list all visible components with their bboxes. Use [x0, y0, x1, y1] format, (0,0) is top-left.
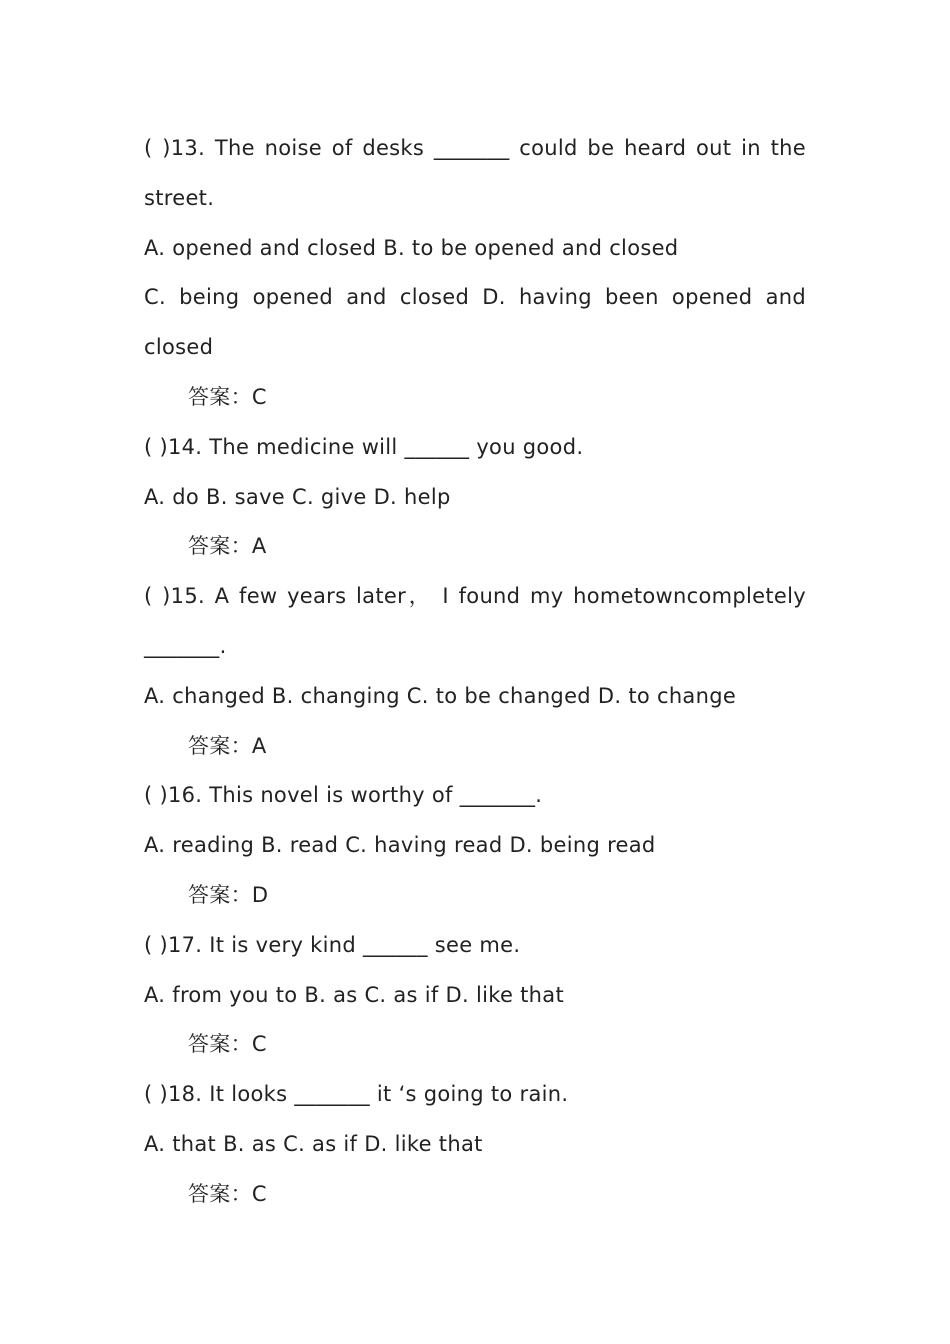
question-stem: ( )17. It is very kind ______ see me.: [144, 932, 521, 957]
question-14: [144, 423, 806, 572]
question-18: [144, 1070, 806, 1219]
question-options: A. changed B. changing C. to be changed D. to change: [144, 683, 737, 708]
document-page: [144, 124, 806, 1220]
question-stem: ( )14. The medicine will ______ you good.: [144, 434, 584, 459]
question-answer: 答案：C: [188, 384, 267, 409]
question-answer: 答案：A: [188, 733, 267, 758]
question-options: A. from you to B. as C. as if D. like that: [144, 982, 564, 1007]
question-answer: 答案：A: [188, 534, 267, 559]
question-stem-continued: _______.: [144, 633, 227, 658]
question-options: A. opened and closed B. to be opened and closed: [144, 235, 679, 260]
question-stem: ( )16. This novel is worthy of _______.: [144, 783, 543, 808]
question-answer: 答案：C: [188, 1181, 267, 1206]
question-13: [144, 124, 806, 423]
question-options: A. do B. save C. give D. help: [144, 484, 451, 509]
question-17: [144, 921, 806, 1070]
question-16: [144, 771, 806, 920]
question-stem-continued: street.: [144, 185, 215, 210]
question-options: A. reading B. read C. having read D. being read: [144, 833, 656, 858]
question-stem: ( )15. A few years later， I found my hometowncompletely: [144, 584, 806, 609]
question-answer: 答案：C: [188, 1032, 267, 1057]
question-options: C. being opened and closed D. having been opened and: [144, 285, 806, 310]
question-options-continued: closed: [144, 335, 214, 360]
question-stem: ( )18. It looks _______ it ‘s going to rain.: [144, 1082, 569, 1107]
question-stem: ( )13. The noise of desks _______ could be heard out in the: [144, 136, 806, 160]
question-15: [144, 572, 806, 771]
question-answer: 答案：D: [188, 882, 269, 907]
question-options: A. that B. as C. as if D. like that: [144, 1131, 483, 1156]
